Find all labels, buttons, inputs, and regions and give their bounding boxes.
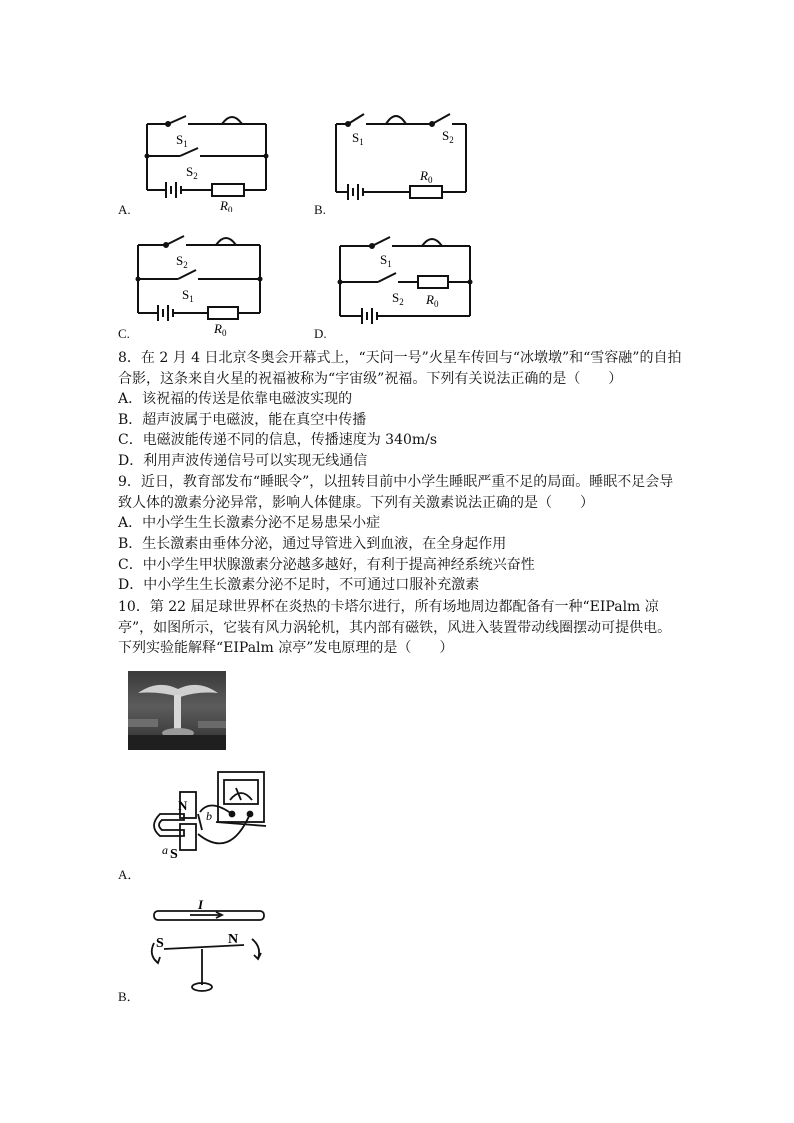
- svg-text:S1: [352, 130, 364, 147]
- exp-b-label-i: I: [198, 897, 204, 912]
- q8-stem-line2: 合影，这条来自火星的祝福被称为“宇宙级”祝福。下列有关说法正确的是（ ）: [118, 371, 623, 387]
- label-r: R: [220, 198, 228, 212]
- q10-stem-line1: 10．第 22 届足球世界杯在炎热的卡塔尔进行，所有场地周边都配备有一种“EIPalm 凉: [118, 599, 659, 615]
- label-r: R: [214, 321, 222, 336]
- svg-text:R0: [425, 292, 439, 309]
- circuit-d: [334, 226, 479, 340]
- experiment-b-letter: B．: [118, 989, 140, 1004]
- eipalm-photo-drawing: [128, 671, 226, 750]
- label-s-lower: S: [186, 164, 194, 179]
- q8-option-d: D．利用声波传递信号可以实现无线通信: [118, 453, 368, 469]
- experiment-a: [140, 768, 270, 867]
- label-s-upper: S: [176, 132, 184, 147]
- exp-b-label-s: S: [156, 936, 164, 951]
- q8-stem-line1: 8．在 2 月 4 日北京冬奥会开幕式上，“天问一号”火星车传回与“冰墩墩”和“雪容融”的自拍: [118, 350, 682, 366]
- label-s-lower: S: [392, 290, 400, 305]
- label-s-lower-sub: 2: [193, 171, 198, 181]
- label-r-sub: 0: [227, 205, 233, 212]
- label-s-upper-sub: 2: [183, 260, 188, 270]
- experiment-b-drawing: [140, 893, 270, 998]
- svg-text:S1: [380, 252, 392, 269]
- circuit-d-letter: D.: [314, 326, 327, 341]
- label-r: R: [426, 292, 434, 307]
- label-s-left: S: [352, 130, 360, 145]
- label-s-upper: S: [176, 253, 184, 268]
- svg-text:S2: [176, 253, 188, 270]
- label-s-lower-sub: 1: [189, 294, 194, 304]
- experiment-b: [140, 893, 270, 1002]
- label-s-right-sub: 2: [449, 135, 454, 145]
- svg-text:S2: [392, 290, 404, 307]
- experiment-a-letter: A．: [118, 867, 141, 882]
- label-s-upper: S: [380, 252, 388, 267]
- circuit-a-diagram: [140, 104, 275, 212]
- label-r-sub: 0: [221, 328, 227, 337]
- label-s-upper-sub: 1: [183, 139, 188, 149]
- exp-b-label-n: N: [228, 932, 239, 947]
- svg-text:S1: [176, 132, 188, 149]
- label-s-right: S: [442, 128, 450, 143]
- circuit-d-diagram: [334, 226, 479, 336]
- q9-stem-line2: 致人体的激素分泌异常，影响人体健康。下列有关激素说法正确的是（ ）: [118, 495, 594, 511]
- exp-a-label-a: a: [162, 843, 168, 857]
- label-s-upper-sub: 1: [387, 259, 392, 269]
- q8-option-c: C．电磁波能传递不同的信息，传播速度为 340m/s: [118, 432, 438, 448]
- svg-text:S2: [186, 164, 198, 181]
- q8-option-b: B．超声波属于电磁波，能在真空中传播: [118, 412, 367, 428]
- label-s-lower: S: [182, 287, 190, 302]
- circuit-b: [330, 100, 475, 216]
- circuit-b-letter: B.: [314, 202, 326, 217]
- label-r: R: [420, 168, 428, 183]
- q10-stem-line3: 下列实验能解释“EIPalm 凉亭”发电原理的是（ ）: [118, 640, 454, 656]
- circuit-a: [140, 104, 275, 216]
- q9-option-a: A．中小学生生长激素分泌不足易患呆小症: [118, 515, 381, 531]
- q10-stem-line2: 亭”，如图所示，它装有风力涡轮机，其内部有磁铁，风进入装置带动线圈摆动可提供电。: [118, 620, 672, 636]
- eipalm-photo: [128, 671, 226, 750]
- circuit-a-letter: A.: [118, 202, 131, 217]
- q9-option-d: D．中小学生生长激素分泌不足时，不可通过口服补充激素: [118, 577, 480, 593]
- exp-a-label-b: b: [206, 809, 212, 823]
- svg-text:R0: [213, 321, 227, 337]
- label-r-sub: 0: [427, 175, 433, 185]
- svg-text:S2: [442, 128, 454, 145]
- svg-text:S1: [182, 287, 194, 304]
- circuit-c: [132, 225, 267, 341]
- q8-option-a: A．该祝福的传送是依靠电磁波实现的: [118, 391, 353, 407]
- q9-stem-line1: 9．近日，教育部发布“睡眠令”，以扭转目前中小学生睡眠严重不足的局面。睡眠不足会导: [118, 474, 674, 490]
- circuit-c-letter: C.: [118, 326, 130, 341]
- exp-a-label-n: N: [178, 798, 188, 813]
- q9-option-b: B．生长激素由垂体分泌，通过导管进入到血液，在全身起作用: [118, 536, 507, 552]
- exp-a-label-s: S: [170, 847, 178, 862]
- label-s-lower-sub: 2: [399, 297, 404, 307]
- label-s-left-sub: 1: [359, 137, 364, 147]
- label-r-sub: 0: [433, 299, 439, 309]
- q9-option-c: C．中小学生甲状腺激素分泌越多越好，有利于提高神经系统兴奋性: [118, 557, 535, 573]
- circuit-b-diagram: [330, 100, 475, 212]
- circuit-c-diagram: [132, 225, 267, 337]
- experiment-a-drawing: [140, 768, 270, 863]
- svg-text:R0: [419, 168, 433, 185]
- svg-text:R0: [219, 198, 233, 212]
